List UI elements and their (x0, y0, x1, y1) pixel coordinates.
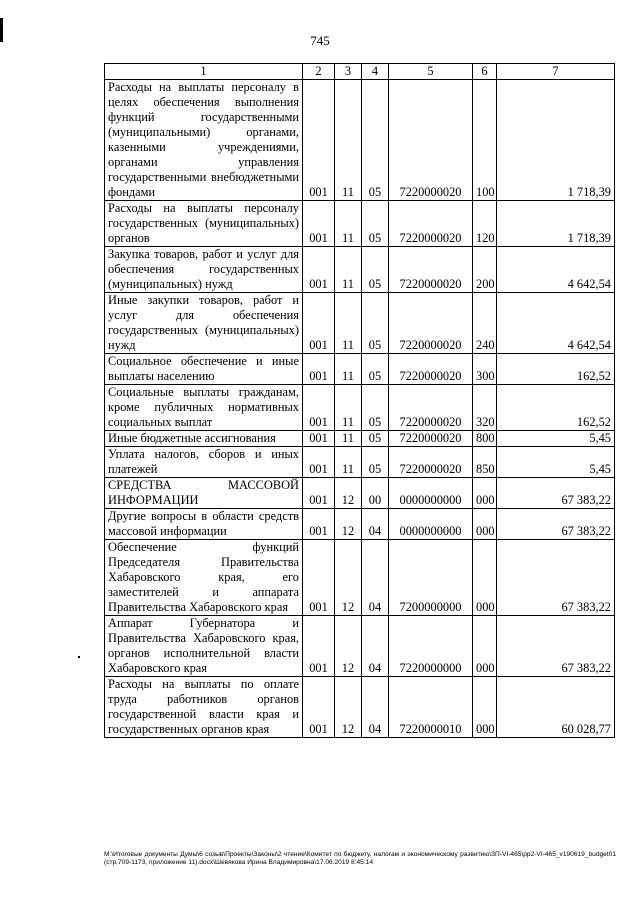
target-article-code: 7220000020 (389, 80, 473, 201)
budget-table (104, 63, 615, 738)
section-code: 11 (335, 293, 362, 354)
expense-type-code: 320 (473, 385, 497, 431)
section-code: 11 (335, 247, 362, 293)
table-row (105, 247, 615, 293)
expense-type-code: 300 (473, 354, 497, 385)
expense-type-code: 850 (473, 447, 497, 478)
expense-type-code: 100 (473, 80, 497, 201)
subsection-code: 05 (362, 247, 389, 293)
target-article-code: 7220000020 (389, 431, 473, 447)
amount: 1 718,39 (497, 80, 615, 201)
table-row (105, 447, 615, 478)
admin-code: 001 (303, 80, 335, 201)
row-name: Аппарат Губернатора и Правительства Хабаровского края, органов исполнительной власти Хабаровского края (105, 616, 303, 677)
target-article-code: 0000000000 (389, 478, 473, 509)
expense-type-code: 240 (473, 293, 497, 354)
subsection-code: 05 (362, 201, 389, 247)
admin-code: 001 (303, 247, 335, 293)
column-header: 1 (105, 64, 303, 80)
row-name: Иные закупки товаров, работ и услуг для обеспечения государственных (муниципальных) нужд (105, 293, 303, 354)
subsection-code: 05 (362, 385, 389, 431)
admin-code: 001 (303, 447, 335, 478)
table-row (105, 616, 615, 677)
amount: 4 642,54 (497, 247, 615, 293)
expense-type-code: 000 (473, 677, 497, 738)
admin-code: 001 (303, 293, 335, 354)
table-row (105, 540, 615, 616)
section-code: 11 (335, 201, 362, 247)
target-article-code: 7220000020 (389, 201, 473, 247)
admin-code: 001 (303, 431, 335, 447)
column-header: 4 (362, 64, 389, 80)
subsection-code: 05 (362, 293, 389, 354)
expense-type-code: 800 (473, 431, 497, 447)
target-article-code: 7220000020 (389, 385, 473, 431)
subsection-code: 04 (362, 616, 389, 677)
expense-type-code: 000 (473, 478, 497, 509)
admin-code: 001 (303, 354, 335, 385)
section-code: 11 (335, 431, 362, 447)
table-row (105, 293, 615, 354)
admin-code: 001 (303, 509, 335, 540)
section-code: 11 (335, 385, 362, 431)
section-code: 11 (335, 354, 362, 385)
target-article-code: 0000000000 (389, 509, 473, 540)
expense-type-code: 120 (473, 201, 497, 247)
section-code: 12 (335, 616, 362, 677)
row-name: Социальные выплаты гражданам, кроме публичных нормативных социальных выплат (105, 385, 303, 431)
table-row (105, 431, 615, 447)
amount: 162,52 (497, 385, 615, 431)
table-row (105, 478, 615, 509)
admin-code: 001 (303, 540, 335, 616)
subsection-code: 00 (362, 478, 389, 509)
subsection-code: 05 (362, 80, 389, 201)
subsection-code: 05 (362, 431, 389, 447)
row-name: Расходы на выплаты персоналу в целях обеспечения выполнения функций государственными (муниципальными) органами, казенными учреждениями, органами управления государственными внебюджетными фондами (105, 80, 303, 201)
table-row (105, 80, 615, 201)
section-code: 11 (335, 447, 362, 478)
header-row (105, 64, 615, 80)
row-name: Расходы на выплаты по оплате труда работников органов государственной власти края и государственных органов края (105, 677, 303, 738)
admin-code: 001 (303, 201, 335, 247)
target-article-code: 7220000010 (389, 677, 473, 738)
section-code: 12 (335, 478, 362, 509)
column-header: 2 (303, 64, 335, 80)
table-row (105, 677, 615, 738)
target-article-code: 7200000000 (389, 540, 473, 616)
expense-type-code: 000 (473, 509, 497, 540)
amount: 162,52 (497, 354, 615, 385)
expense-type-code: 000 (473, 540, 497, 616)
column-header: 5 (389, 64, 473, 80)
target-article-code: 7220000020 (389, 447, 473, 478)
row-name: Закупка товаров, работ и услуг для обеспечения государственных (муниципальных) нужд (105, 247, 303, 293)
section-code: 12 (335, 509, 362, 540)
target-article-code: 7220000020 (389, 293, 473, 354)
row-name: Социальное обеспечение и иные выплаты населению (105, 354, 303, 385)
amount: 67 383,22 (497, 540, 615, 616)
amount: 1 718,39 (497, 201, 615, 247)
row-name: Другие вопросы в области средств массовой информации (105, 509, 303, 540)
admin-code: 001 (303, 385, 335, 431)
amount: 5,45 (497, 447, 615, 478)
admin-code: 001 (303, 616, 335, 677)
amount: 4 642,54 (497, 293, 615, 354)
section-code: 12 (335, 677, 362, 738)
table-row (105, 201, 615, 247)
row-name: Уплата налогов, сборов и иных платежей (105, 447, 303, 478)
expense-type-code: 000 (473, 616, 497, 677)
column-header: 6 (473, 64, 497, 80)
section-code: 11 (335, 80, 362, 201)
section-code: 12 (335, 540, 362, 616)
amount: 67 383,22 (497, 509, 615, 540)
subsection-code: 04 (362, 677, 389, 738)
row-name: Расходы на выплаты персоналу государственных (муниципальных) органов (105, 201, 303, 247)
table-row (105, 509, 615, 540)
row-name: Обеспечение функций Председателя Правительства Хабаровского края, его заместителей и аппарата Правительства Хабаровского края (105, 540, 303, 616)
row-name: СРЕДСТВА МАССОВОЙ ИНФОРМАЦИИ (105, 478, 303, 509)
subsection-code: 04 (362, 509, 389, 540)
admin-code: 001 (303, 677, 335, 738)
amount: 67 383,22 (497, 616, 615, 677)
amount: 67 383,22 (497, 478, 615, 509)
file-path-footer: M:\Итоговые документы Думы\6 созыв\Проекты\Законы\2 чтение\Комитет по бюджету, налогам и экономическому развитию\ЗП-VI-465\рр2-VI-465_v190619_budget01 (стр.709-1173, приложение 11).docx\Шевякова Ирина Владимировна\17.06.2019 8:45:14 (104, 851, 616, 866)
column-header: 7 (497, 64, 615, 80)
page-number: 745 (310, 33, 330, 48)
subsection-code: 04 (362, 540, 389, 616)
stray-dot (78, 656, 80, 658)
target-article-code: 7220000020 (389, 354, 473, 385)
subsection-code: 05 (362, 354, 389, 385)
amount: 60 028,77 (497, 677, 615, 738)
column-header: 3 (335, 64, 362, 80)
target-article-code: 7220000020 (389, 247, 473, 293)
amount: 5,45 (497, 431, 615, 447)
row-name: Иные бюджетные ассигнования (105, 431, 303, 447)
table-row (105, 354, 615, 385)
target-article-code: 7220000000 (389, 616, 473, 677)
admin-code: 001 (303, 478, 335, 509)
expense-type-code: 200 (473, 247, 497, 293)
subsection-code: 05 (362, 447, 389, 478)
table-row (105, 385, 615, 431)
